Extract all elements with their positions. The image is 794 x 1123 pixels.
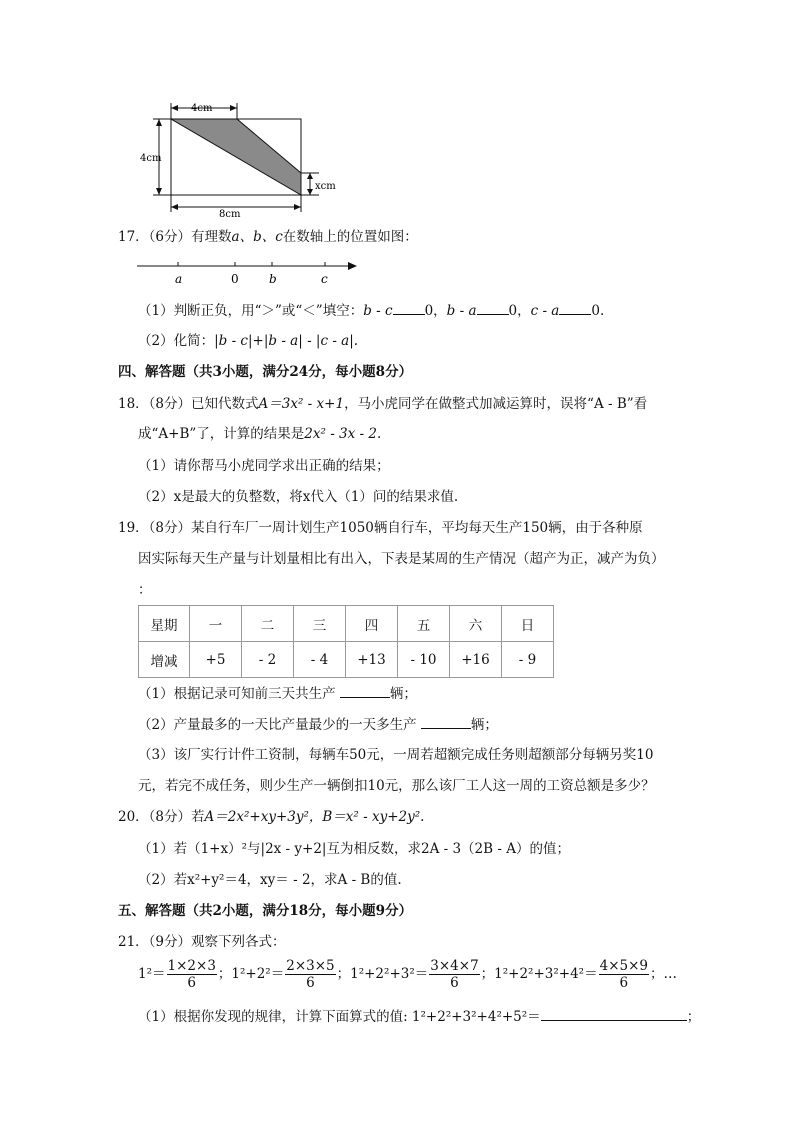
number-line [135, 255, 365, 287]
table-row [139, 642, 554, 678]
nl-label-a: a [175, 272, 183, 286]
table-cell: 增减 [139, 642, 190, 678]
table-cell: - 10 [398, 642, 450, 678]
table-cell: 一 [190, 606, 242, 642]
table-cell: 二 [242, 606, 294, 642]
table-cell: - 2 [242, 642, 294, 678]
q20-stem: 20．（8分）若A＝2x²+xy+3y²，B＝x² - xy+2y². [118, 809, 425, 825]
table-cell: 三 [294, 606, 346, 642]
table-cell: +13 [346, 642, 398, 678]
rectangle-figure [135, 95, 355, 220]
table-row [139, 606, 554, 642]
q20-part1: （1）若（1+x）²与|2x - y+2|互为相反数，求2A - 3（2B - A）的值； [138, 841, 570, 857]
table-cell: 日 [502, 606, 554, 642]
q17-part1: （1）判断正负，用“＞”或“＜”填空：b - c 0，b - a 0，c - a 0. [138, 300, 604, 321]
fraction: $\frac{1\times 2\times 3}{6}$ [167, 958, 216, 991]
q19-part2: （2）产量最多的一天比产量最少的一天多生产 辆； [138, 714, 498, 735]
q18-line1: 18．（8分）已知代数式A＝3x² - x+1，马小虎同学在做整式加减运算时，误将“A - B”看 [118, 396, 648, 412]
q21-stem: 21．（9分）观察下列各式： [118, 934, 286, 950]
q20-part2: （2）若x²+y²＝4，xy＝ - 2，求A - B的值. [138, 872, 402, 888]
q19-part3-line1: （3）该厂实行计件工资制，每辆车50元，一周若超额完成任务则超额部分每辆另奖10 [138, 747, 654, 763]
table-cell: 六 [450, 606, 502, 642]
section4-title: 四、解答题（共3小题，满分24分，每小题8分） [118, 364, 413, 380]
section5-title: 五、解答题（共2小题，满分18分，每小题9分） [118, 903, 413, 919]
table-cell: - 9 [502, 642, 554, 678]
q19-line3: ： [138, 582, 152, 598]
production-table [138, 605, 554, 678]
q19-line2: 因实际每天生产量与计划量相比有出入，下表是某周的生产情况（超产为正，减产为负） [138, 551, 665, 567]
table-cell: 五 [398, 606, 450, 642]
fraction: $\frac{2\times 3\times 5}{6}$ [286, 958, 335, 991]
table-cell: 星期 [139, 606, 190, 642]
blank-1[interactable] [393, 300, 425, 315]
table-cell: - 4 [294, 642, 346, 678]
q18-part2: （2）x是最大的负整数，将x代入（1）问的结果求值. [138, 489, 459, 505]
table-cell: +5 [190, 642, 242, 678]
label-bottom: 8cm [219, 209, 241, 220]
q18-part1: （1）请你帮马小虎同学求出正确的结果； [138, 458, 390, 474]
label-left: 4cm [140, 153, 162, 164]
nl-label-c: c [321, 272, 328, 286]
fraction: $\frac{3\times 4\times 7}{6}$ [430, 958, 479, 991]
label-right: xcm [315, 181, 336, 192]
q21-formulas: 1²＝ $\frac{1\times 2\times 3}{6}$ ；1²+2²＝ $\frac{2\times 3\times 5}{6}$ ；1²+2²+3²＝ $\frac{3\times 4\times 7}{6}$ ；1²+2²+3²+4²＝ $\frac{4\times 5\times 9}{6}$ ；… [138, 958, 677, 991]
table-cell: 四 [346, 606, 398, 642]
blank-3[interactable] [559, 300, 591, 315]
nl-label-zero: 0 [231, 272, 239, 286]
nl-label-b: b [269, 272, 277, 286]
blank-2[interactable] [477, 300, 509, 315]
q19-part3-line2: 元，若完不成任务，则少生产一辆倒扣10元，那么该厂工人这一周的工资总额是多少？ [138, 778, 655, 794]
label-top: 4cm [191, 103, 213, 114]
table-cell: +16 [450, 642, 502, 678]
q19-line1: 19．（8分）某自行车厂一周计划生产1050辆自行车，平均每天生产150辆，由于各种原 [118, 520, 643, 536]
q21-part1: （1）根据你发现的规律，计算下面算式的值: 1²+2²+3²+4²+5²＝ ； [138, 1006, 700, 1027]
shaded-region [171, 119, 301, 195]
q17-stem: 17．（6分）有理数a、b、c在数轴上的位置如图： [118, 229, 418, 245]
blank-q19-2[interactable] [421, 714, 471, 729]
q19-part1: （1）根据记录可知前三天共生产 辆； [138, 683, 417, 704]
blank-q19-1[interactable] [340, 683, 390, 698]
fraction: $\frac{4\times 5\times 9}{6}$ [599, 958, 648, 991]
blank-q21-1[interactable] [541, 1006, 687, 1021]
q17-part2: （2）化简：|b - c|+|b - a| - |c - a|. [138, 333, 359, 349]
q18-line2: 成“A+B”了，计算的结果是2x² - 3x - 2. [138, 426, 382, 442]
